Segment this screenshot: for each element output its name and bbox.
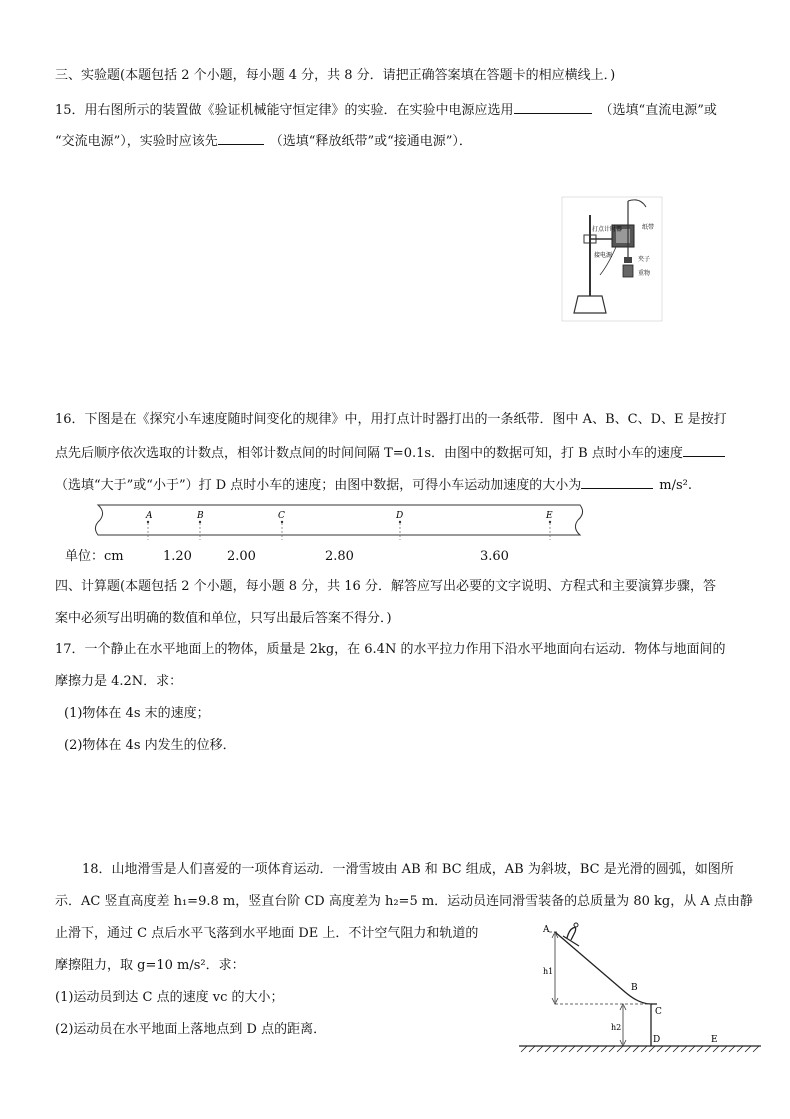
q18-skier bbox=[563, 923, 579, 946]
svg-text:E: E bbox=[546, 511, 553, 521]
q16-line3-text: （选填“大于”或“小于”）打 D 点时小车的速度；由图中数据，可得小车运动加速度的大小为 bbox=[55, 478, 582, 493]
q16-point-d bbox=[395, 511, 403, 540]
q15-line1 bbox=[55, 100, 717, 120]
svg-text:A: A bbox=[146, 511, 153, 521]
q17-sub1: (1)物体在 4s 末的速度； bbox=[64, 706, 210, 721]
q16-blank-compare[interactable] bbox=[683, 443, 725, 457]
q18-slope-figure bbox=[515, 918, 765, 1058]
section4-header-line1: 四、计算题(本题包括 2 个小题，每小题 8 分，共 16 分．解答应写出必要的文字说明、方程式和主要演算步骤，答 bbox=[55, 579, 716, 594]
q16-unit-label: 单位：cm bbox=[65, 549, 124, 564]
q16-tape-figure bbox=[90, 500, 590, 540]
q15-label-paper: 纸带 bbox=[642, 224, 655, 231]
q16-line1: 16．下图是在《探究小车速度随时间变化的规律》中，用打点计时器打出的一条纸带．图中 A、B、C、D、E 是按打 bbox=[55, 412, 727, 427]
q15-label-power: 接电源 bbox=[594, 252, 613, 259]
q16-distance-ab: 1.20 bbox=[163, 549, 192, 564]
q18-line3: 止滑下，通过 C 点后水平飞落到水平地面 DE 上．不计空气阻力和轨道的 bbox=[55, 926, 479, 941]
q16-distance-cd: 2.80 bbox=[325, 549, 354, 564]
q16-line2 bbox=[55, 443, 725, 463]
q15-line2 bbox=[55, 131, 472, 151]
section3-header: 三、实验题(本题包括 2 个小题，每小题 4 分，共 8 分．请把正确答案填在答题卡的相应横线上．) bbox=[55, 68, 616, 83]
q16-line3 bbox=[55, 475, 692, 495]
q16-distance-bc: 2.00 bbox=[227, 549, 256, 564]
section4-header-line2: 案中必须写出明确的数值和单位，只写出最后答案不得分．) bbox=[55, 611, 392, 626]
q18-sub1: (1)运动员到达 C 点的速度 vc 的大小； bbox=[55, 990, 284, 1005]
q18-sub2: (2)运动员在水平地面上落地点到 D 点的距离． bbox=[55, 1022, 327, 1037]
q15-label-weight: 重物 bbox=[638, 270, 651, 277]
q18-label-d: D bbox=[653, 1035, 661, 1045]
q15-line1-text: 15．用右图所示的装置做《验证机械能守恒定律》的实验．在实验中电源应选用 bbox=[55, 103, 514, 118]
q17-line1: 17．一个静止在水平地面上的物体，质量是 2kg，在 6.4N 的水平拉力作用下沿水平地面向右运动．物体与地面间的 bbox=[55, 642, 726, 657]
q18-label-c: C bbox=[655, 1007, 662, 1017]
q16-distance-row bbox=[65, 548, 545, 566]
q18-label-a: A bbox=[543, 925, 550, 935]
q17-line2: 摩擦力是 4.2N．求： bbox=[55, 674, 183, 689]
q15-label-timer: 打点计时器 bbox=[592, 226, 623, 233]
svg-text:B: B bbox=[197, 511, 204, 521]
q16-line2-text: 点先后顺序依次选取的计数点，相邻计数点间的时间间隔 T=0.1s．由图中的数据可知，打 B 点时小车的速度 bbox=[55, 446, 683, 461]
q15-label-clip: 夹子 bbox=[638, 256, 651, 263]
q16-tape-marks bbox=[145, 511, 553, 540]
q15-line2-hint: （选填“释放纸带”或“接通电源”）． bbox=[269, 134, 472, 149]
q16-distance-de: 3.60 bbox=[480, 549, 509, 564]
q15-apparatus-figure bbox=[560, 195, 665, 325]
svg-text:D: D bbox=[396, 511, 404, 521]
q18-label-h1: h1 bbox=[543, 967, 554, 976]
q16-blank-acceleration[interactable] bbox=[581, 475, 653, 489]
q18-label-h2: h2 bbox=[611, 1023, 622, 1032]
q16-point-e bbox=[545, 511, 553, 540]
q18-ground-hatch bbox=[521, 1046, 759, 1052]
q15-line2-text: “交流电源”），实验时应该先 bbox=[55, 134, 218, 149]
q16-point-c bbox=[278, 511, 285, 540]
svg-text:C: C bbox=[278, 511, 285, 521]
q16-point-b bbox=[196, 511, 204, 540]
q18-label-e: E bbox=[711, 1035, 718, 1045]
q15-blank-power[interactable] bbox=[514, 100, 592, 114]
q16-unit: m/s². bbox=[659, 478, 693, 493]
q15-blank-order[interactable] bbox=[218, 131, 264, 145]
q15-line1-hint: （选填“直流电源”或 bbox=[599, 103, 717, 118]
q16-point-a bbox=[145, 511, 153, 540]
q18-label-b: B bbox=[631, 983, 638, 993]
q17-sub2: (2)物体在 4s 内发生的位移． bbox=[64, 738, 236, 753]
q18-line4: 摩擦阻力，取 g=10 m/s²．求： bbox=[55, 958, 245, 973]
q18-line2: 示．AC 竖直高度差 h₁=9.8 m，竖直台阶 CD 高度差为 h₂=5 m．运动员连同滑雪装备的总质量为 80 kg，从 A 点由静 bbox=[55, 894, 753, 909]
q18-line1: 18．山地滑雪是人们喜爱的一项体育运动．一滑雪坡由 AB 和 BC 组成，AB 为斜坡，BC 是光滑的圆弧，如图所 bbox=[82, 862, 734, 877]
